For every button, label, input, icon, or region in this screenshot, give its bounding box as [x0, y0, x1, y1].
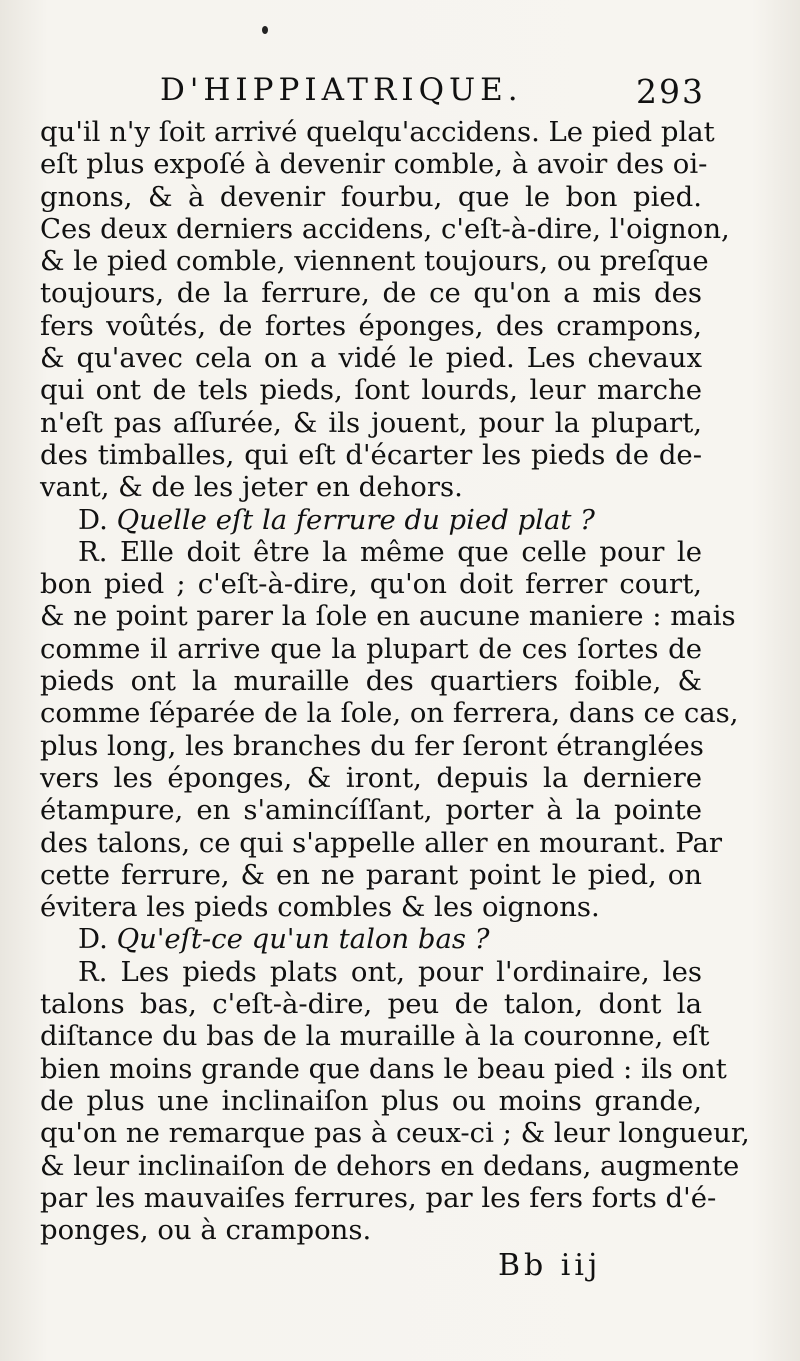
text-line: Ces deux derniers accidens, c'eſt-à-dire, l'oignon, [40, 212, 730, 245]
text-line: qui ont de tels pieds, ſont lourds, leur marche [40, 374, 702, 407]
text-line: & ne point parer la ſole en aucune maniere : mais [40, 600, 736, 633]
text-line: vant, & de les jeter en dehors. [40, 471, 463, 504]
signature-mark: Bb iij [498, 1248, 602, 1283]
text-line: R. Elle doit être la même que celle pour le [78, 535, 702, 568]
text-line: gnons, & à devenir fourbu, que le bon pied. [40, 180, 702, 213]
text-line: cette ferrure, & en ne parant point le pied, on [40, 858, 702, 891]
question-text: Qu'eſt-ce qu'un talon bas ? [116, 923, 490, 956]
question-text: Quelle eſt la ferrure du pied plat ? [116, 503, 595, 536]
text-line: & qu'avec cela on a vidé le pied. Les chevaux [40, 342, 702, 375]
text-line: eſt plus expoſé à devenir comble, à avoir des oi- [40, 148, 708, 181]
question-label: D. [78, 503, 108, 536]
text-line: étampure, en s'amincíſſant, porter à la pointe [40, 794, 702, 827]
text-line: comme il arrive que la plupart de ces ſortes de [40, 632, 702, 665]
text-line: n'eſt pas aſſurée, & ils jouent, pour la plupart, [40, 406, 702, 439]
page-body [40, 116, 750, 1247]
paragraph-continuation [40, 116, 730, 504]
text-line: pieds ont la muraille des quartiers foible, & [40, 665, 702, 698]
text-line: talons bas, c'eſt-à-dire, peu de talon, dont la [40, 988, 702, 1021]
text-line: de plus une inclinaiſon plus ou moins grande, [40, 1084, 702, 1117]
question-heading [40, 923, 702, 955]
text-line: & leur inclinaiſon de dehors en dedans, augmente [40, 1149, 740, 1182]
question-heading [40, 504, 702, 536]
answer-paragraph [40, 955, 750, 1247]
text-line: par les mauvaiſes ferrures, par les fers forts d'é- [40, 1181, 717, 1214]
text-line: & le pied comble, viennent toujours, ou preſque [40, 245, 709, 278]
text-line: qu'on ne remarque pas à ceux-ci ; & leur longueur, [40, 1117, 750, 1150]
text-line: des timballes, qui eſt d'écarter les pieds de de- [40, 438, 702, 471]
text-line: ponges, ou à crampons. [40, 1214, 372, 1247]
text-line: toujours, de la ferrure, de ce qu'on a mis des [40, 277, 702, 310]
ink-dot [262, 26, 268, 34]
question-label: D. [78, 923, 108, 956]
text-line: bien moins grande que dans le beau pied : ils ont [40, 1052, 727, 1085]
text-line: R. Les pieds plats ont, pour l'ordinaire, les [78, 955, 702, 988]
text-line: diſtance du bas de la muraille à la couronne, eſt [40, 1020, 710, 1053]
text-line: plus long, les branches du fer ſeront étranglées [40, 729, 704, 762]
page-number: 293 [636, 72, 705, 111]
running-head: D'HIPPIATRIQUE. [160, 72, 523, 108]
answer-paragraph [40, 535, 739, 924]
text-line: qu'il n'y ſoit arrivé quelqu'accidens. Le pied plat [40, 116, 715, 148]
text-line: des talons, ce qui s'appelle aller en mourant. Par [40, 826, 723, 859]
text-line: vers les éponges, & iront, depuis la derniere [40, 761, 702, 794]
page-header [0, 64, 800, 120]
text-line: comme ſéparée de la ſole, on ferrera, dans ce cas, [40, 697, 739, 730]
text-line: bon pied ; c'eſt-à-dire, qu'on doit ferrer court, [40, 568, 702, 601]
text-line: fers voûtés, de fortes éponges, des crampons, [40, 309, 702, 342]
text-line: évitera les pieds combles & les oignons. [40, 891, 600, 924]
